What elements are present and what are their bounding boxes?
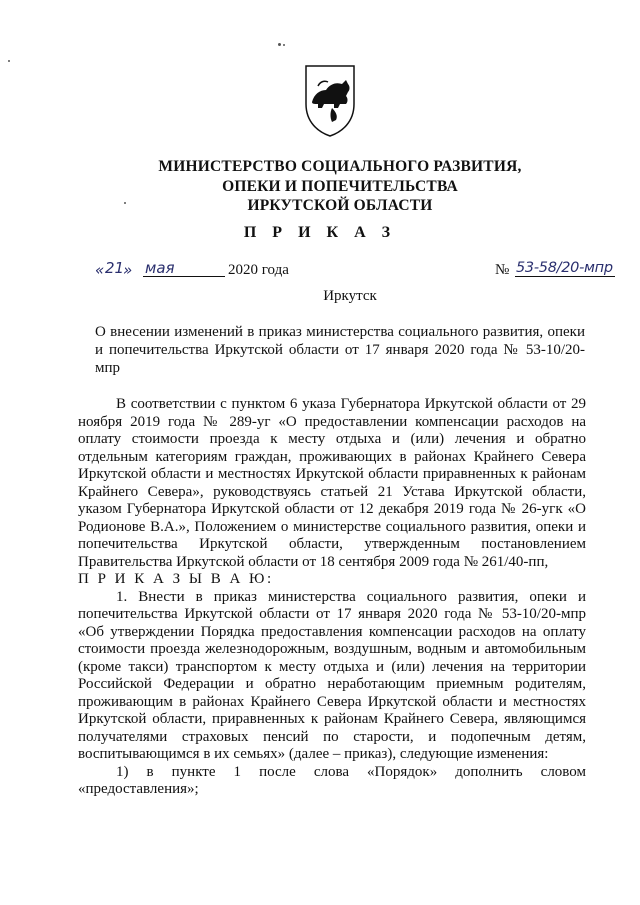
scan-speck [124, 202, 126, 204]
date-open-quote: « [95, 261, 105, 279]
order-title: П Р И К А З [243, 224, 397, 241]
order-number-value: 53-58/20-мпр [516, 260, 613, 276]
city-name: Иркутск [323, 288, 377, 304]
ministry-name-line1: МИНИСТЕРСТВО СОЦИАЛЬНОГО РАЗВИТИЯ, [158, 158, 522, 175]
date-year: 2020 года [228, 262, 289, 278]
order-subject: О внесении изменений в приказ министерства социального развития, опеки и попечительства Иркутской области от 17 января 2020 года № 53-10/20-мпр [95, 324, 585, 376]
date-underline [143, 276, 225, 277]
coat-of-arms-icon [302, 62, 358, 138]
item-1-paragraph: 1. Внести в приказ министерства социального развития, опеки и попечительства Иркутской области от 17 января 2020 года № 53-10/20-мпр «Об утверждении Порядка предоставления компенсации расходов на оплату стоимости проезда железнодорожным, воздушным, водным и автомобильным (кроме такси) транспортом к месту отдыха и (или) лечения на территории Российской Федерации и обратно неработающим приемным родителям, проживающим в районах Крайнего Севера Иркутской области и местностях Иркутской области, приравненных к районам Крайнего Севера, являющимся получателями страховых пенсий по старости, и подопечным детям, воспитывающимся в их семьях» (далее – приказ), следующие изменения: [78, 588, 586, 762]
scan-speck [8, 60, 10, 62]
date-close-quote: » [123, 261, 133, 279]
item-1-1-paragraph: 1) в пункте 1 после слова «Порядок» дополнить словом «предоставления»; [78, 763, 586, 797]
ministry-name-line2: ОПЕКИ И ПОПЕЧИТЕЛЬСТВА [222, 178, 458, 195]
ministry-name-line3: ИРКУТСКОЙ ОБЛАСТИ [247, 197, 433, 214]
order-body [78, 396, 586, 799]
order-number-label: № [495, 262, 510, 278]
scan-speck [278, 43, 281, 46]
preamble-paragraph: В соответствии с пунктом 6 указа Губернатора Иркутской области от 29 ноября 2019 года № 289-уг «О предоставлении компенсации расходов на оплату стоимости проезда к месту отдыха и (или) лечения и обратно отдельным категориям граждан, проживающих в районах Крайнего Севера Иркутской области и местностях Иркутской области приравненных к районам Крайнего Севера», руководствуясь статьей 21 Устава Иркутской области, указом Губернатора Иркутской области от 12 декабря 2019 года № 26-угк «О Родионове В.А.», Положением о министерстве социального развития, опеки и попечительства Иркутской области, утвержденным постановлением Правительства Иркутской области от 18 сентября 2009 года № 261/40-пп, [78, 396, 586, 570]
orders-word: П Р И К А З Ы В А Ю: [78, 571, 274, 587]
date-day: 21 [105, 259, 125, 277]
order-number-underline [515, 276, 615, 277]
date-month: мая [145, 259, 175, 277]
scan-speck [283, 44, 285, 46]
date-number-line [95, 260, 635, 282]
